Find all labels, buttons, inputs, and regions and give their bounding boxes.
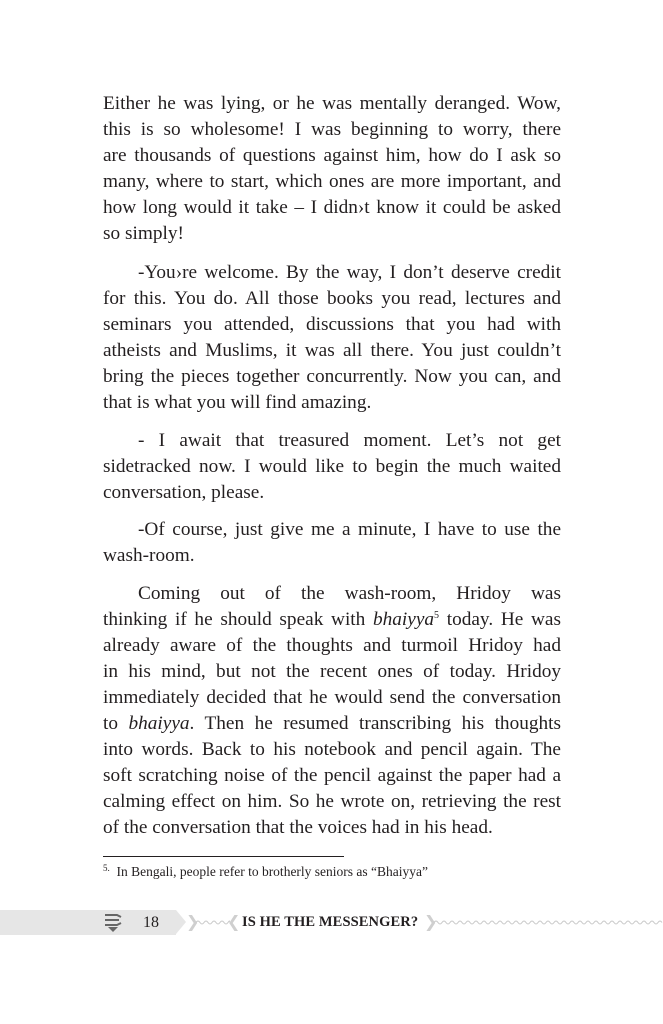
page-number: 18: [143, 914, 159, 931]
paragraph-1: [103, 91, 561, 247]
text-line: already aware of the thoughts and turmoil Hridoy had: [103, 635, 561, 656]
text-line: seminars you attended, discussions that you had with: [103, 314, 561, 335]
footnote-text: In Bengali, people refer to brotherly seniors as “Bhaiyya”: [116, 864, 429, 879]
chevron-left-icon: ❮: [227, 912, 241, 931]
italic-term: bhaiyya: [128, 713, 190, 734]
book-pages-icon: [104, 912, 124, 933]
text-line: immediately decided that he would send the conversation: [103, 687, 561, 708]
text-run: today. He was: [439, 609, 561, 630]
paragraph-5: [103, 581, 561, 841]
text-line: [103, 607, 561, 633]
text-line: -Of course, just give me a minute, I have to use the: [138, 519, 561, 540]
text-line: for this. You do. All those books you read, lectures and: [103, 288, 561, 309]
wave-ornament: [434, 910, 663, 935]
text-line: Either he was lying, or he was mentally deranged. Wow,: [103, 93, 561, 114]
text-run: thinking if he should speak with: [103, 609, 373, 630]
text-line: sidetracked now. I would like to begin the much waited: [103, 456, 561, 477]
footnote: [103, 863, 603, 881]
text-line: Coming out of the wash-room, Hridoy was: [138, 583, 561, 604]
text-line: conversation, please.: [103, 482, 265, 503]
text-line: many, where to start, which ones are more important, and: [103, 171, 561, 192]
text-line: atheists and Muslims, it was all there. You just couldn’t: [103, 340, 561, 361]
text-line: how long would it take – I didn›t know it could be asked: [103, 197, 561, 218]
page-footer: [0, 910, 663, 935]
text-line: calming effect on him. So he wrote on, retrieving the rest: [103, 791, 561, 812]
wave-ornament: [196, 910, 230, 935]
text-line: - I await that treasured moment. Let’s not get: [138, 430, 561, 451]
text-line: soft scratching noise of the pencil against the paper had a: [103, 765, 561, 786]
text-line: so simply!: [103, 223, 184, 244]
text-run: to: [103, 713, 129, 734]
italic-term: bhaiyya: [373, 609, 435, 630]
text-line: [103, 711, 561, 737]
text-line: that is what you will find amazing.: [103, 392, 372, 413]
footer-band-arrow: [176, 910, 186, 934]
text-line: in his mind, but not the recent ones of today. Hridoy: [103, 661, 561, 682]
chevron-right-icon: ❯: [424, 912, 438, 931]
text-line: into words. Back to his notebook and pencil again. The: [103, 739, 561, 760]
running-title: IS HE THE MESSENGER?: [242, 914, 419, 930]
paragraph-2: [103, 260, 561, 416]
footnote-divider: [103, 856, 344, 857]
text-line: wash-room.: [103, 545, 195, 566]
text-line: are thousands of questions against him, how do I ask so: [103, 145, 561, 166]
chevron-right-icon: ❯: [186, 912, 200, 931]
paragraph-4: [103, 517, 561, 569]
text-line: bring the pieces together concurrently. Now you can, and: [103, 366, 561, 387]
text-line: this is so wholesome! I was beginning to worry, there: [103, 119, 561, 140]
text-run: . Then he resumed transcribing his thoughts: [189, 713, 561, 734]
text-line: -You›re welcome. By the way, I don’t deserve credit: [138, 262, 561, 283]
text-line: of the conversation that the voices had in his head.: [103, 817, 493, 838]
paragraph-3: [103, 428, 561, 506]
footnote-marker: 5.: [103, 863, 110, 873]
footnote-reference[interactable]: 5: [434, 610, 440, 621]
